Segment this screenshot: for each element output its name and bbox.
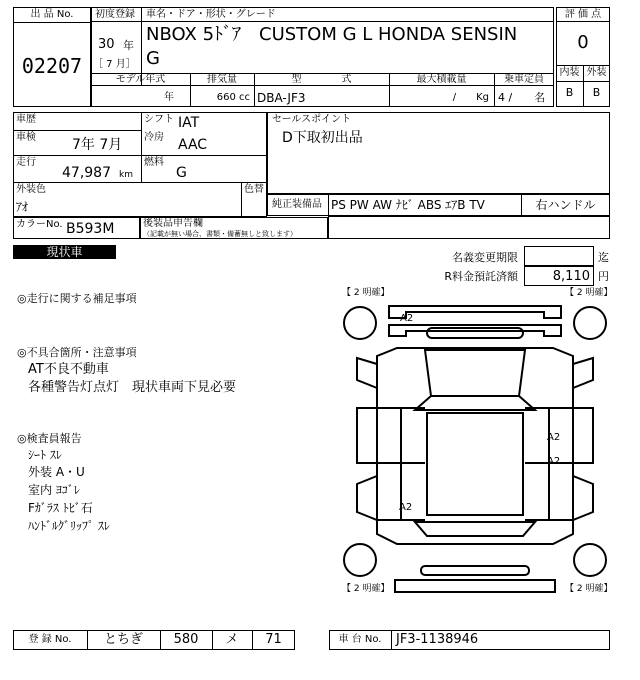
chassis-number-label: 車 台 No. [338, 634, 382, 645]
aftermarket-label: 後装品申告欄 [143, 218, 203, 229]
fuel-value: G [176, 165, 187, 181]
recycle-label: R料金預託済額 [444, 270, 518, 283]
status-banner: 現状車 [13, 245, 116, 259]
car-damage-diagram [339, 288, 612, 603]
report-line-4: Fｶﾞﾗｽ ﾄﾋﾞ石 [28, 501, 93, 515]
front-grille-icon [389, 325, 561, 336]
ac-label: 冷房 [144, 132, 164, 143]
rear-bumper-icon [395, 580, 555, 592]
damage-mark-front-bumper: A2 [400, 313, 414, 324]
history-label: 車歴 [16, 114, 36, 125]
inspector-report-header: ◎検査員報告 [17, 432, 82, 445]
score-label: 評 価 点 [564, 9, 602, 20]
tire-rear-left-icon [344, 544, 376, 576]
model-year-unit: 年 [164, 92, 174, 103]
displacement: 660 cc [216, 92, 250, 103]
exterior-grade-label: 外装 [586, 67, 607, 78]
tire-front-left-icon [344, 307, 376, 339]
name-change-label: 名義変更期限 [452, 251, 518, 264]
inspection-label: 車検 [16, 132, 36, 143]
damage-mark-left-rear: A2 [399, 502, 413, 513]
car-name-line1: NBOX 5ﾄﾞｱ CUSTOM G L HONDA SENSIN [146, 24, 518, 45]
displacement-label: 排気量 [207, 74, 237, 85]
car-name-line2: G [146, 48, 160, 69]
equipment-list: PS PW AW ﾅﾋﾞ ABS ｴｱB TV [331, 198, 485, 212]
color-label: 外装色 [16, 184, 46, 195]
roof-icon [427, 413, 523, 515]
first-registration-label: 初度登録 [95, 9, 135, 20]
model-year-label: モデル年式 [115, 74, 166, 85]
defects-header: ◎不具合箇所・注意事項 [17, 346, 137, 359]
windshield-icon [415, 396, 535, 410]
tire-front-right-icon [574, 307, 606, 339]
rear-window-icon [415, 522, 535, 536]
equipment-label: 純正装備品 [272, 199, 322, 210]
chassis-number: JF3-1138946 [396, 632, 479, 647]
interior-grade: B [565, 86, 574, 99]
score-value: 0 [577, 32, 589, 53]
model-code: DBA-JF3 [257, 91, 306, 105]
ac-value: AAC [178, 137, 208, 153]
recycle-amount: 8,110 [552, 269, 590, 284]
interior-grade-label: 内装 [559, 67, 580, 78]
capacity: 4 / 名 [498, 91, 546, 104]
aftermarket-note: （記載が無い場合、書類・備蓄無しと致します） [143, 230, 297, 238]
left-mirror-icon [357, 358, 377, 388]
mileage-unit: km [119, 170, 133, 180]
model-code-label: 型 式 [291, 74, 352, 85]
report-line-5: ﾊﾝﾄﾞﾙｸﾞﾘｯﾌﾟ ｽﾚ [28, 519, 110, 533]
report-line-3: 室内 ﾖｺﾞﾚ [28, 483, 80, 497]
tire-rear-right-icon [574, 544, 606, 576]
inspection-value: 7年 7月 [72, 137, 123, 153]
registration-year: 30 [98, 37, 115, 52]
color-value: ｱｵ [16, 200, 29, 214]
equipment-blank-box [328, 216, 610, 239]
recycle-unit: 円 [598, 270, 609, 283]
name-change-box [524, 246, 594, 266]
tire-rear-right-tread: 【 2 明確】 [565, 584, 613, 594]
color-change-label: 色替 [244, 184, 264, 195]
damage-mark-right-rear-door: A2 [547, 456, 561, 467]
shift-label: シフト [144, 114, 174, 125]
tire-front-left-tread: 【 2 明確】 [342, 288, 390, 298]
right-mirror-icon [573, 358, 593, 388]
capacity-label: 乗車定員 [504, 74, 544, 85]
lot-number-label: 出 品 No. [30, 9, 74, 20]
report-line-1: ｼｰﾄ ｽﾚ [28, 448, 62, 462]
tire-front-right-tread: 【 2 明確】 [565, 288, 613, 298]
color-number: B593M [66, 221, 115, 237]
exterior-grade: B [592, 86, 601, 99]
car-name-label: 車名・ドア・形状・グレード [146, 9, 276, 20]
front-bumper-icon [389, 306, 561, 318]
damage-mark-right-front-door: A2 [547, 432, 561, 443]
registration-area: とちぎ [103, 632, 143, 647]
driving-notes-header: ◎走行に関する補足事項 [17, 292, 137, 305]
registration-number-label: 登 録 No. [28, 634, 72, 645]
color-number-label: カラーNo. [16, 219, 63, 230]
name-change-unit: 迄 [598, 251, 609, 264]
steering-side: 右ハンドル [535, 198, 596, 212]
shift-value: IAT [178, 115, 200, 131]
hood-icon [425, 350, 525, 396]
fuel-label: 燃料 [144, 157, 164, 168]
mileage-value: 47,987 [62, 165, 111, 181]
mileage-label: 走行 [16, 157, 36, 168]
max-load-label: 最大積載量 [416, 74, 467, 85]
sales-point-label: セールスポイント [272, 114, 352, 125]
tire-rear-left-tread: 【 2 明確】 [342, 584, 390, 594]
report-line-2: 外装 A・U [28, 465, 85, 479]
registration-month: ［ 7 月］ [93, 59, 136, 70]
registration-year-unit: 年 [123, 39, 134, 52]
registration-number: 71 [265, 632, 282, 647]
defect-line-2: 各種警告灯点灯 現状車両下見必要 [28, 380, 237, 395]
registration-kana: メ [225, 632, 239, 647]
defect-line-1: AT不良不動車 [28, 362, 109, 377]
sales-point: D下取初出品 [282, 130, 363, 146]
spec-box [13, 112, 267, 217]
registration-class: 580 [173, 632, 199, 647]
lot-number: 02207 [21, 54, 83, 78]
max-load: / Kg [452, 92, 489, 103]
